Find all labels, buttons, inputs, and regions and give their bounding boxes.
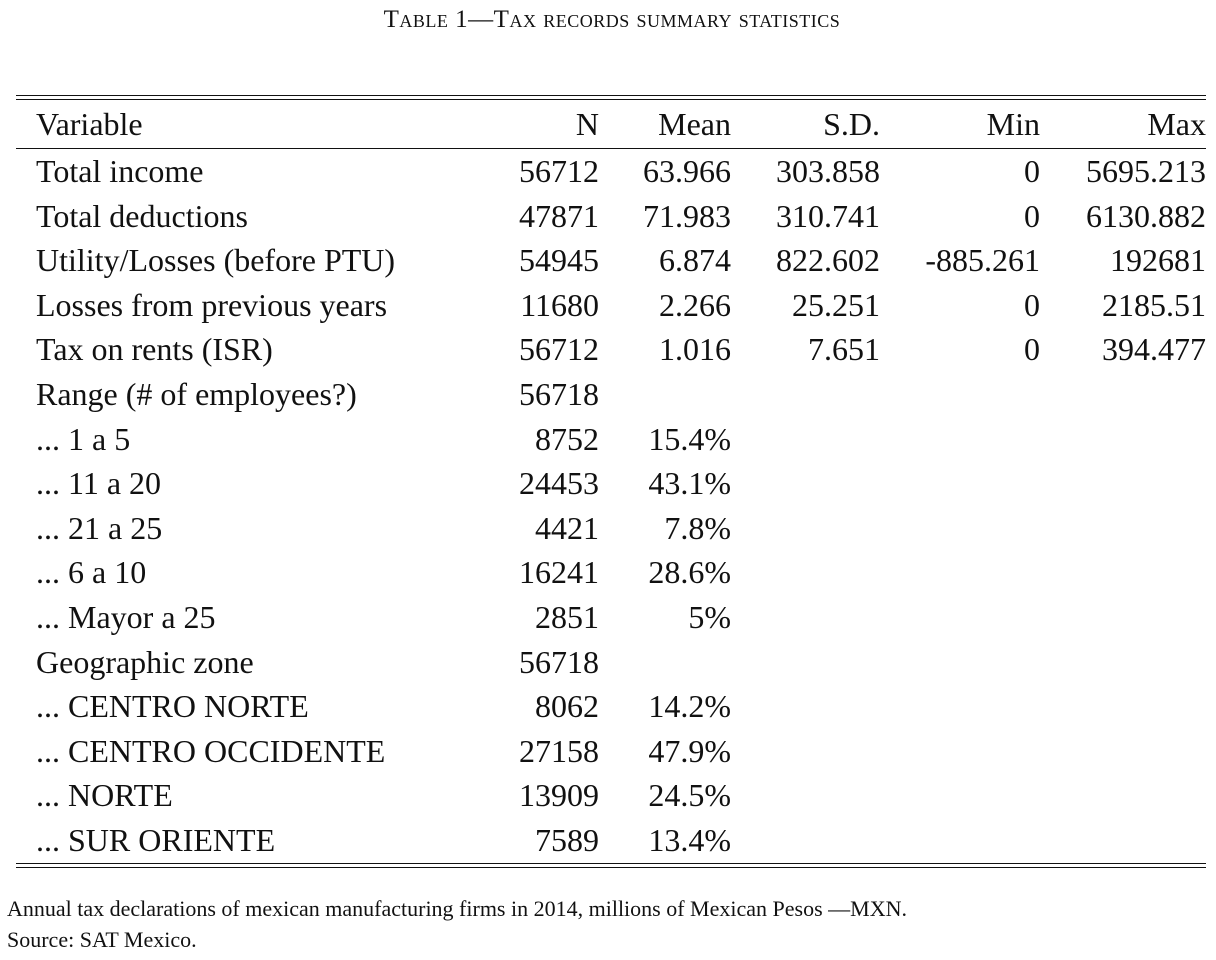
cell-n: 8062 [535, 688, 599, 725]
summary-table-container [16, 95, 1206, 868]
cell-mean: 5% [688, 598, 731, 635]
table-row [16, 818, 1216, 863]
table-row [16, 684, 1216, 729]
cell-n: 56718 [519, 643, 599, 680]
cell-n: 13909 [519, 777, 599, 814]
cell-variable: Geographic zone [36, 643, 254, 680]
header-sd: S.D. [823, 106, 880, 142]
cell-min: 0 [1024, 286, 1040, 323]
cell-max [1040, 773, 1216, 818]
table-row [16, 238, 1216, 283]
cell-n: 24453 [519, 465, 599, 502]
cell-n: 54945 [519, 242, 599, 279]
cell-n: 16241 [519, 554, 599, 591]
cell-mean: 43.1% [648, 465, 731, 502]
cell-mean: 47.9% [648, 732, 731, 769]
cell-n: 4421 [535, 509, 599, 546]
cell-min [880, 461, 1040, 506]
cell-mean: 1.016 [659, 331, 731, 368]
cell-max: 6130.882 [1086, 197, 1206, 234]
table-row [16, 595, 1216, 640]
table-row [16, 550, 1216, 595]
cell-variable: Losses from previous years [36, 286, 388, 323]
table-row [16, 729, 1216, 774]
footnote-source: Source: SAT Mexico. [7, 927, 197, 952]
cell-min [880, 372, 1040, 417]
cell-n: 56712 [519, 153, 599, 189]
cell-max [1040, 729, 1216, 774]
cell-sd: 310.741 [776, 197, 880, 234]
cell-variable: ... Mayor a 25 [36, 598, 216, 635]
cell-max [1040, 550, 1216, 595]
table-row [16, 327, 1216, 372]
cell-n: 47871 [519, 197, 599, 234]
cell-mean: 2.266 [659, 286, 731, 323]
cell-mean: 14.2% [648, 688, 731, 725]
cell-variable: Range (# of employees?) [36, 375, 357, 412]
cell-sd [731, 729, 880, 774]
header-n: N [575, 106, 599, 142]
cell-max [1040, 417, 1216, 462]
table-row [16, 283, 1216, 328]
header-row [16, 100, 1216, 148]
table-row [16, 773, 1216, 818]
summary-table-body [16, 149, 1216, 863]
cell-min [880, 773, 1040, 818]
cell-max [1040, 640, 1216, 685]
cell-variable: ... 1 a 5 [36, 420, 131, 457]
cell-sd [731, 773, 880, 818]
cell-variable: ... 21 a 25 [36, 509, 163, 546]
cell-max: 5695.213 [1086, 153, 1206, 189]
cell-min [880, 506, 1040, 551]
cell-sd [731, 417, 880, 462]
cell-sd [731, 461, 880, 506]
cell-max [1040, 684, 1216, 729]
cell-min: 0 [1024, 197, 1040, 234]
cell-n: 2851 [535, 598, 599, 635]
header-max: Max [1147, 106, 1206, 142]
cell-min: 0 [1024, 331, 1040, 368]
cell-variable: ... 11 a 20 [36, 465, 162, 502]
table-row [16, 149, 1216, 194]
cell-sd [731, 818, 880, 863]
cell-min [880, 595, 1040, 640]
cell-sd: 822.602 [776, 242, 880, 279]
table-row [16, 194, 1216, 239]
cell-max: 394.477 [1102, 331, 1206, 368]
cell-variable: ... CENTRO NORTE [36, 688, 309, 725]
cell-max [1040, 461, 1216, 506]
table-row [16, 506, 1216, 551]
cell-max [1040, 595, 1216, 640]
cell-max: 2185.51 [1102, 286, 1206, 323]
cell-sd [731, 372, 880, 417]
table-row [16, 461, 1216, 506]
header-mean: Mean [658, 106, 731, 142]
cell-mean: 71.983 [643, 197, 731, 234]
summary-table [16, 100, 1216, 148]
cell-min [880, 640, 1040, 685]
cell-mean: 63.966 [643, 153, 731, 189]
table-row [16, 417, 1216, 462]
cell-sd [731, 595, 880, 640]
footnote-description: Annual tax declarations of mexican manufacturing firms in 2014, millions of Mexican Pesos —MXN. [7, 896, 907, 921]
cell-mean: 13.4% [648, 821, 731, 858]
table-row [16, 640, 1216, 685]
cell-n: 56718 [519, 375, 599, 412]
cell-sd: 7.651 [808, 331, 880, 368]
cell-max: 192681 [1110, 242, 1206, 279]
cell-mean [599, 640, 731, 685]
cell-variable: ... SUR ORIENTE [36, 821, 276, 858]
cell-sd: 303.858 [776, 153, 880, 189]
cell-sd [731, 640, 880, 685]
cell-sd [731, 684, 880, 729]
cell-variable: Total income [36, 153, 204, 189]
cell-mean: 7.8% [664, 509, 731, 546]
cell-mean: 15.4% [648, 420, 731, 457]
cell-min: 0 [1024, 153, 1040, 189]
cell-mean: 6.874 [659, 242, 731, 279]
cell-max [1040, 818, 1216, 863]
cell-min: -885.261 [925, 242, 1040, 279]
cell-mean [599, 372, 731, 417]
cell-n: 27158 [519, 732, 599, 769]
cell-n: 7589 [535, 821, 599, 858]
cell-min [880, 550, 1040, 595]
cell-n: 11680 [520, 286, 599, 323]
cell-n: 56712 [519, 331, 599, 368]
cell-sd: 25.251 [792, 286, 880, 323]
cell-min [880, 684, 1040, 729]
cell-sd [731, 550, 880, 595]
header-min: Min [986, 106, 1040, 142]
cell-max [1040, 506, 1216, 551]
cell-n: 8752 [535, 420, 599, 457]
table-footnote [7, 893, 907, 955]
cell-max [1040, 372, 1216, 417]
table-row [16, 372, 1216, 417]
cell-mean: 24.5% [648, 777, 731, 814]
cell-sd [731, 506, 880, 551]
cell-variable: ... 6 a 10 [36, 554, 147, 591]
cell-variable: ... CENTRO OCCIDENTE [36, 732, 386, 769]
cell-variable: ... NORTE [36, 777, 173, 814]
cell-min [880, 729, 1040, 774]
cell-variable: Total deductions [36, 197, 248, 234]
cell-min [880, 417, 1040, 462]
table-caption: Table 1—Tax records summary statistics [383, 6, 841, 33]
cell-mean: 28.6% [648, 554, 731, 591]
cell-variable: Utility/Losses (before PTU) [36, 242, 396, 279]
cell-min [880, 818, 1040, 863]
header-variable: Variable [36, 106, 143, 142]
cell-variable: Tax on rents (ISR) [36, 331, 273, 368]
bottom-double-rule [16, 863, 1206, 868]
